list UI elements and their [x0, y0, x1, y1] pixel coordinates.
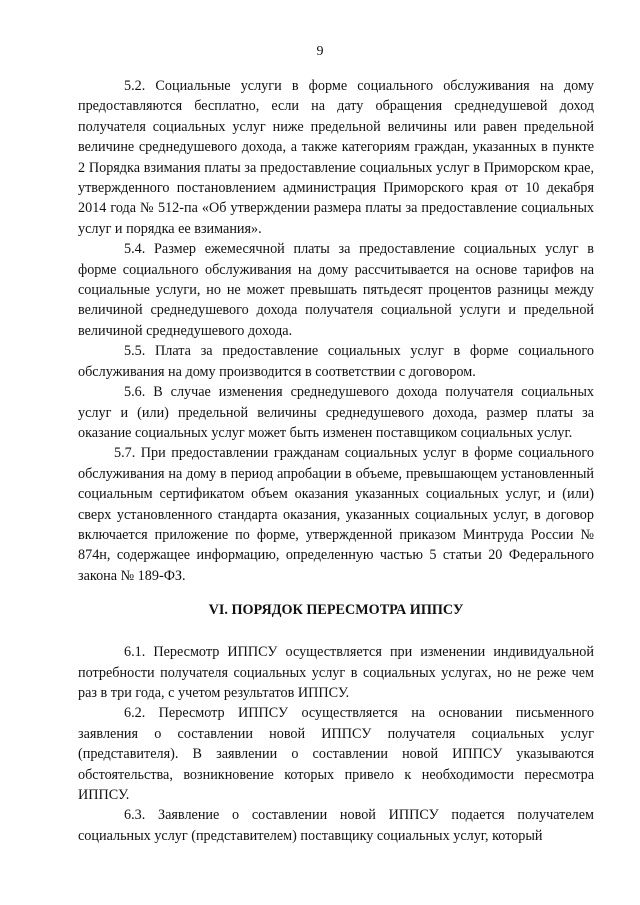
- page-number: 9: [316, 44, 324, 59]
- paragraph-6-3: 6.3. Заявление о составлении новой ИППСУ подается получателем социальных услуг (представителем) поставщику социальных услуг, который: [78, 807, 594, 844]
- paragraph-5-2: 5.2. Социальные услуги в форме социального обслуживания на дому предоставляются бесплатно, если на дату обращения среднедушевой доход получателя социальных услуг ниже предельной величины или равен предельной величине среднедушевого дохода, а также категориям граждан, указанных в пункте 2 Порядка взимания платы за предоставление социальных услуг в Приморском крае, утвержденного постановлением администрация Приморского края от 10 декабря 2014 года № 512-па «Об утверждении размера платы за предоставление социальных услуг и порядка ее взимания».: [78, 78, 594, 237]
- paragraph-5-6: 5.6. В случае изменения среднедушевого дохода получателя социальных услуг и (или) предельной величины среднедушевого дохода, размер платы за оказание социальных услуг может быть изменен поставщиком социальных услуг.: [78, 384, 594, 441]
- section-title: VI. ПОРЯДОК ПЕРЕСМОТРА ИППСУ: [208, 602, 464, 619]
- paragraph-5-7: 5.7. При предоставлении гражданам социальных услуг в форме социального обслуживания на дому в период апробации в объеме, превышающем установленный социальным сертификатом объем оказания указанных социальных услуг, и (или) сверх установленного стандарта оказания, указанных социальных услуг, в договор включается приложение по форме, утвержденной приказом Минтруда России № 874н, содержащее информацию, определенную частью 5 статьи 20 Федерального закона № 189-ФЗ.: [78, 445, 594, 584]
- paragraph-5-4: 5.4. Размер ежемесячной платы за предоставление социальных услуг в форме социального обслуживания на дому рассчитывается на основе тарифов на социальные услуги, но не может превышать пятьдесят процентов разницы между величиной среднедушевого дохода получателя социальной услуги и предельной величиной среднедушевого дохода.: [78, 241, 594, 339]
- paragraph-6-1: 6.1. Пересмотр ИППСУ осуществляется при изменении индивидуальной потребности получателя социальных услуг в социальных услугах, но не реже чем раз в три года, с учетом результатов ИППСУ.: [78, 644, 594, 701]
- paragraph-6-2: 6.2. Пересмотр ИППСУ осуществляется на основании письменного заявления о составлении новой ИППСУ получателя социальных услуг (представителя). В заявлении о составлении новой ИППСУ указываются обстоятельства, возникновение которых привело к необходимости пересмотра ИППСУ.: [78, 705, 594, 803]
- paragraph-5-5: 5.5. Плата за предоставление социальных услуг в форме социального обслуживания на дому производится в соответствии с договором.: [78, 343, 594, 380]
- document-body: [78, 76, 594, 846]
